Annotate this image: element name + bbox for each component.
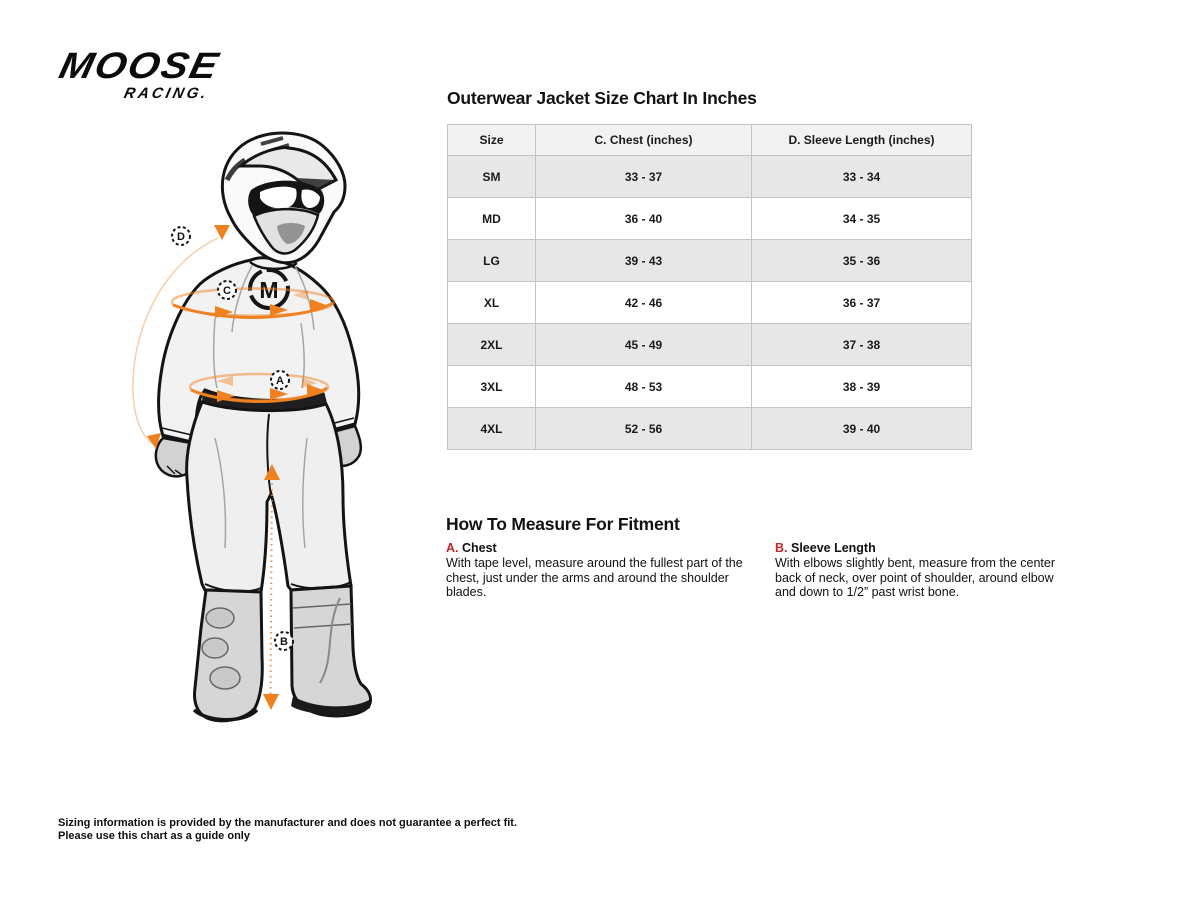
chest-cell: 36 - 40	[536, 198, 752, 240]
brand-logo	[52, 45, 224, 102]
size-table-row	[448, 366, 972, 408]
chest-cell: 52 - 56	[536, 408, 752, 450]
measure-item-chest-heading	[446, 541, 748, 555]
boot-left-buckle	[202, 638, 228, 658]
col-header-size: Size	[448, 125, 536, 156]
neck-point-arrow	[214, 225, 230, 240]
size-table-row	[448, 156, 972, 198]
size-table-row	[448, 408, 972, 450]
sleeve-cell: 33 - 34	[752, 156, 972, 198]
chest-cell: 33 - 37	[536, 156, 752, 198]
chest-cell: 45 - 49	[536, 324, 752, 366]
sleeve-cell: 39 - 40	[752, 408, 972, 450]
measure-letter-b: B.	[775, 541, 788, 555]
sleeve-cell: 34 - 35	[752, 198, 972, 240]
size-table-body	[448, 156, 972, 450]
size-cell: 2XL	[448, 324, 536, 366]
chest-cell: 42 - 46	[536, 282, 752, 324]
size-cell: 4XL	[448, 408, 536, 450]
disclaimer	[58, 817, 517, 843]
measure-name-sleeve: Sleeve Length	[790, 541, 876, 555]
sleeve-cell: 35 - 36	[752, 240, 972, 282]
measure-letter-a: A.	[446, 541, 459, 555]
brand-logo-word: MOOSE	[55, 45, 224, 87]
measure-desc-sleeve: With elbows slightly bent, measure from the center back of neck, over point of shoulder, around elbow and down to 1/2” past wrist bone.	[775, 556, 1055, 599]
sleeve-cell: 38 - 39	[752, 366, 972, 408]
size-table-row	[448, 282, 972, 324]
rider-measurement-diagram	[55, 118, 435, 738]
boot-left-buckle	[210, 667, 240, 689]
sleeve-cell: 36 - 37	[752, 282, 972, 324]
disclaimer-line2: Please use this chart as a guide only	[58, 830, 250, 842]
chest-cell: 48 - 53	[536, 366, 752, 408]
col-header-sleeve: D. Sleeve Length (inches)	[752, 125, 972, 156]
label-c: C	[223, 285, 231, 297]
col-header-chest: C. Chest (inches)	[536, 125, 752, 156]
size-cell: 3XL	[448, 366, 536, 408]
size-cell: SM	[448, 156, 536, 198]
chest-cell: 39 - 43	[536, 240, 752, 282]
size-cell: MD	[448, 198, 536, 240]
measure-desc-chest: With tape level, measure around the fullest part of the chest, just under the arms and around the shoulder blades.	[446, 556, 743, 599]
label-d: D	[177, 231, 185, 243]
size-chart-title: Outerwear Jacket Size Chart In Inches	[447, 88, 757, 108]
size-cell: LG	[448, 240, 536, 282]
how-to-measure-title: How To Measure For Fitment	[446, 514, 680, 534]
size-table-row	[448, 198, 972, 240]
measure-item-chest	[446, 541, 748, 600]
size-table-row	[448, 324, 972, 366]
label-a: A	[276, 375, 284, 387]
size-cell: XL	[448, 282, 536, 324]
inseam-arrow-bottom	[263, 694, 279, 710]
brand-logo-sub: RACING.	[122, 85, 211, 102]
disclaimer-line1: Sizing information is provided by the manufacturer and does not guarantee a perfect fit.	[58, 817, 518, 829]
size-table-header-row	[448, 125, 972, 156]
measure-name-chest: Chest	[461, 541, 497, 555]
pants	[187, 402, 351, 592]
boot-left-buckle	[206, 608, 234, 628]
label-b: B	[280, 636, 288, 648]
measure-item-sleeve	[775, 541, 1077, 600]
sleeve-cell: 37 - 38	[752, 324, 972, 366]
size-table	[447, 124, 972, 450]
chest-logo-m: M	[259, 277, 279, 303]
size-table-row	[448, 240, 972, 282]
measure-item-sleeve-heading	[775, 541, 1077, 555]
inseam-line	[271, 478, 273, 696]
